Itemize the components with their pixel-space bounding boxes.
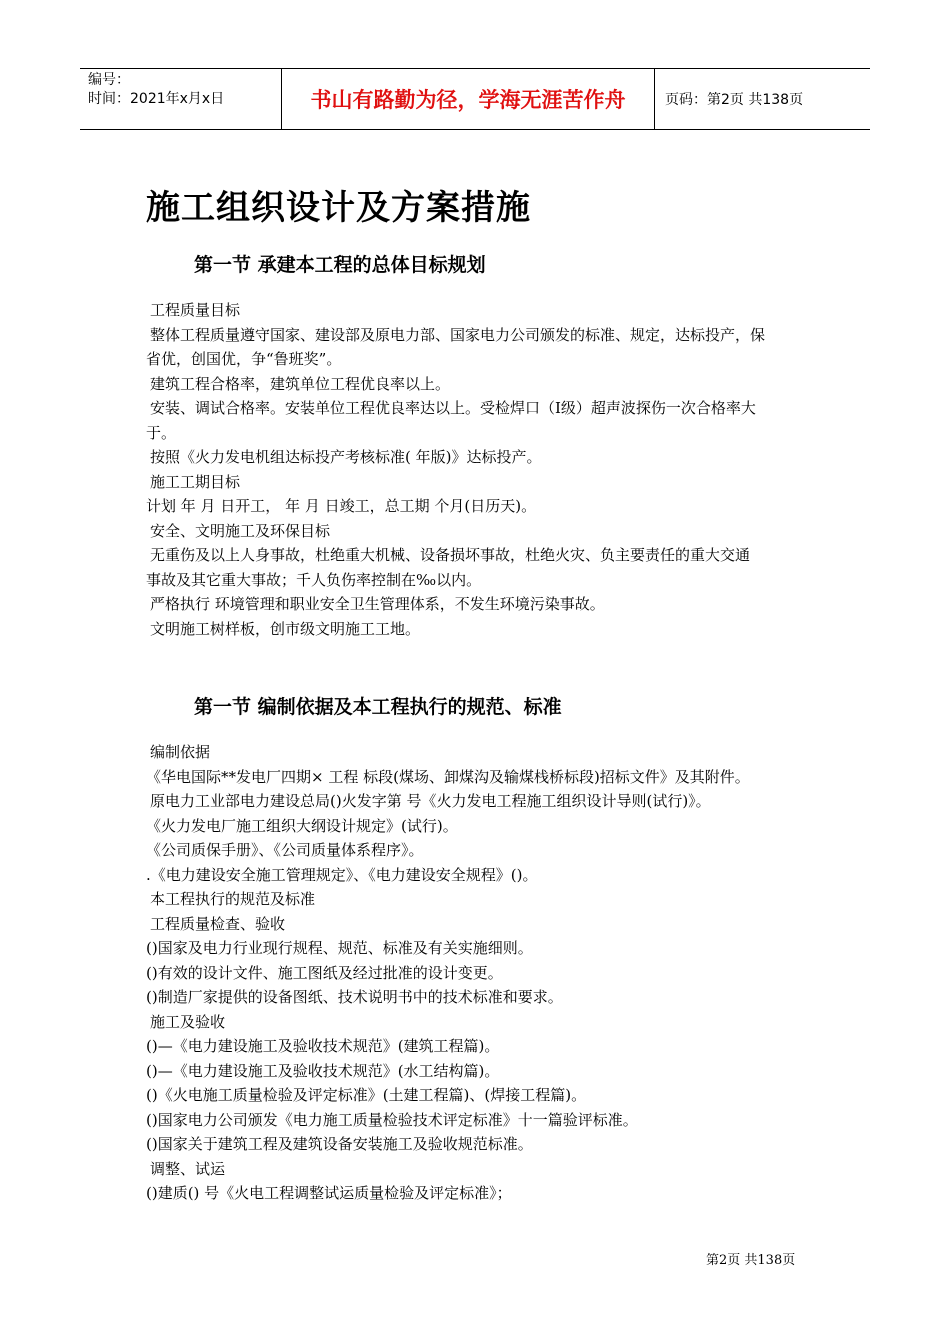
time-label: 时间：2021年x月x日	[88, 91, 225, 107]
header-page-info: 页码：第2页 共138页	[665, 92, 804, 108]
paragraph: 施工及验收	[150, 1012, 226, 1031]
paragraph: 按照《火力发电机组达标投产考核标准( 年版)》达标投产。	[150, 448, 542, 466]
page-header	[80, 68, 870, 130]
section1-body	[146, 298, 816, 641]
header-meta	[80, 69, 282, 129]
paragraph: 编制依据	[150, 743, 211, 761]
paragraph: 《火力发电厂施工组织大纲设计规定》(试行)。	[146, 816, 458, 835]
paragraph: 文明施工树样板，创市级文明施工工地。	[150, 619, 421, 638]
paragraph: 严格执行 环境管理和职业安全卫生管理体系，不发生环境污染事故。	[150, 595, 605, 613]
paragraph: ()有效的设计文件、施工图纸及经过批准的设计变更。	[146, 963, 503, 982]
serial-label: 编号：	[88, 72, 130, 88]
paragraph: .《电力建设安全施工管理规定》、《电力建设安全规程》()。	[146, 865, 538, 884]
paragraph: 计划 年 月 日开工， 年 月 日竣工，总工期 个月(日历天)。	[146, 497, 537, 515]
paragraph: 施工工期目标	[150, 472, 241, 491]
section2-body	[146, 740, 816, 1206]
paragraph: 于。	[146, 423, 177, 442]
paragraph: ()国家关于建筑工程及建筑设备安装施工及验收规范标准。	[146, 1135, 533, 1153]
paragraph: 调整、试运	[150, 1159, 226, 1178]
paragraph: ()—《电力建设施工及验收技术规范》(建筑工程篇)。	[146, 1037, 500, 1055]
section1-title: 第一节 承建本工程的总体目标规划	[194, 254, 486, 276]
paragraph: 《公司质保手册》、《公司质量体系程序》。	[146, 841, 424, 859]
paragraph: ()制造厂家提供的设备图纸、技术说明书中的技术标准和要求。	[146, 988, 563, 1006]
paragraph: 建筑工程合格率，建筑单位工程优良率以上。	[150, 374, 451, 393]
paragraph: ()—《电力建设施工及验收技术规范》(水工结构篇)。	[146, 1061, 500, 1080]
paragraph: ()国家及电力行业现行规程、规范、标准及有关实施细则。	[146, 939, 533, 957]
section2-title: 第一节 编制依据及本工程执行的规范、标准	[194, 696, 562, 718]
paragraph: ()《火电施工质量检验及评定标准》(土建工程篇)、(焊接工程篇)。	[146, 1086, 587, 1104]
paragraph: 事故及其它重大事故；千人负伤率控制在‰以内。	[146, 570, 482, 589]
paragraph: 工程质量目标	[150, 301, 241, 319]
paragraph: 本工程执行的规范及标准	[150, 890, 316, 908]
paragraph: 安装、调试合格率。安装单位工程优良率达以上。受检焊口（Ⅰ级）超声波探伤一次合格率大	[150, 399, 756, 417]
paragraph: 工程质量检查、验收	[150, 914, 286, 933]
paragraph: 原电力工业部电力建设总局()火发字第 号《火力发电工程施工组织设计导则(试行)》。	[150, 792, 711, 810]
paragraph: 《华电国际**发电厂四期× 工程 标段(煤场、卸煤沟及输煤栈桥标段)招标文件》及其附件。	[146, 767, 750, 786]
paragraph: 无重伤及以上人身事故，杜绝重大机械、设备损坏事故，杜绝火灾、负主要责任的重大交通	[150, 546, 751, 564]
header-motto: 书山有路勤为径，学海无涯苦作舟	[282, 69, 655, 129]
paragraph: 安全、文明施工及环保目标	[150, 521, 331, 540]
paragraph: ()建质() 号《火电工程调整试运质量检验及评定标准》；	[146, 1184, 512, 1202]
paragraph: ()国家电力公司颁发《电力施工质量检验技术评定标准》十一篇验评标准。	[146, 1110, 638, 1129]
paragraph: 整体工程质量遵守国家、建设部及原电力部、国家电力公司颁发的标准、规定，达标投产，保	[150, 325, 766, 344]
document-title: 施工组织设计及方案措施	[146, 188, 531, 228]
paragraph: 省优，创国优，争“鲁班奖”。	[146, 350, 342, 368]
page-footer: 第2页 共138页	[706, 1253, 796, 1268]
